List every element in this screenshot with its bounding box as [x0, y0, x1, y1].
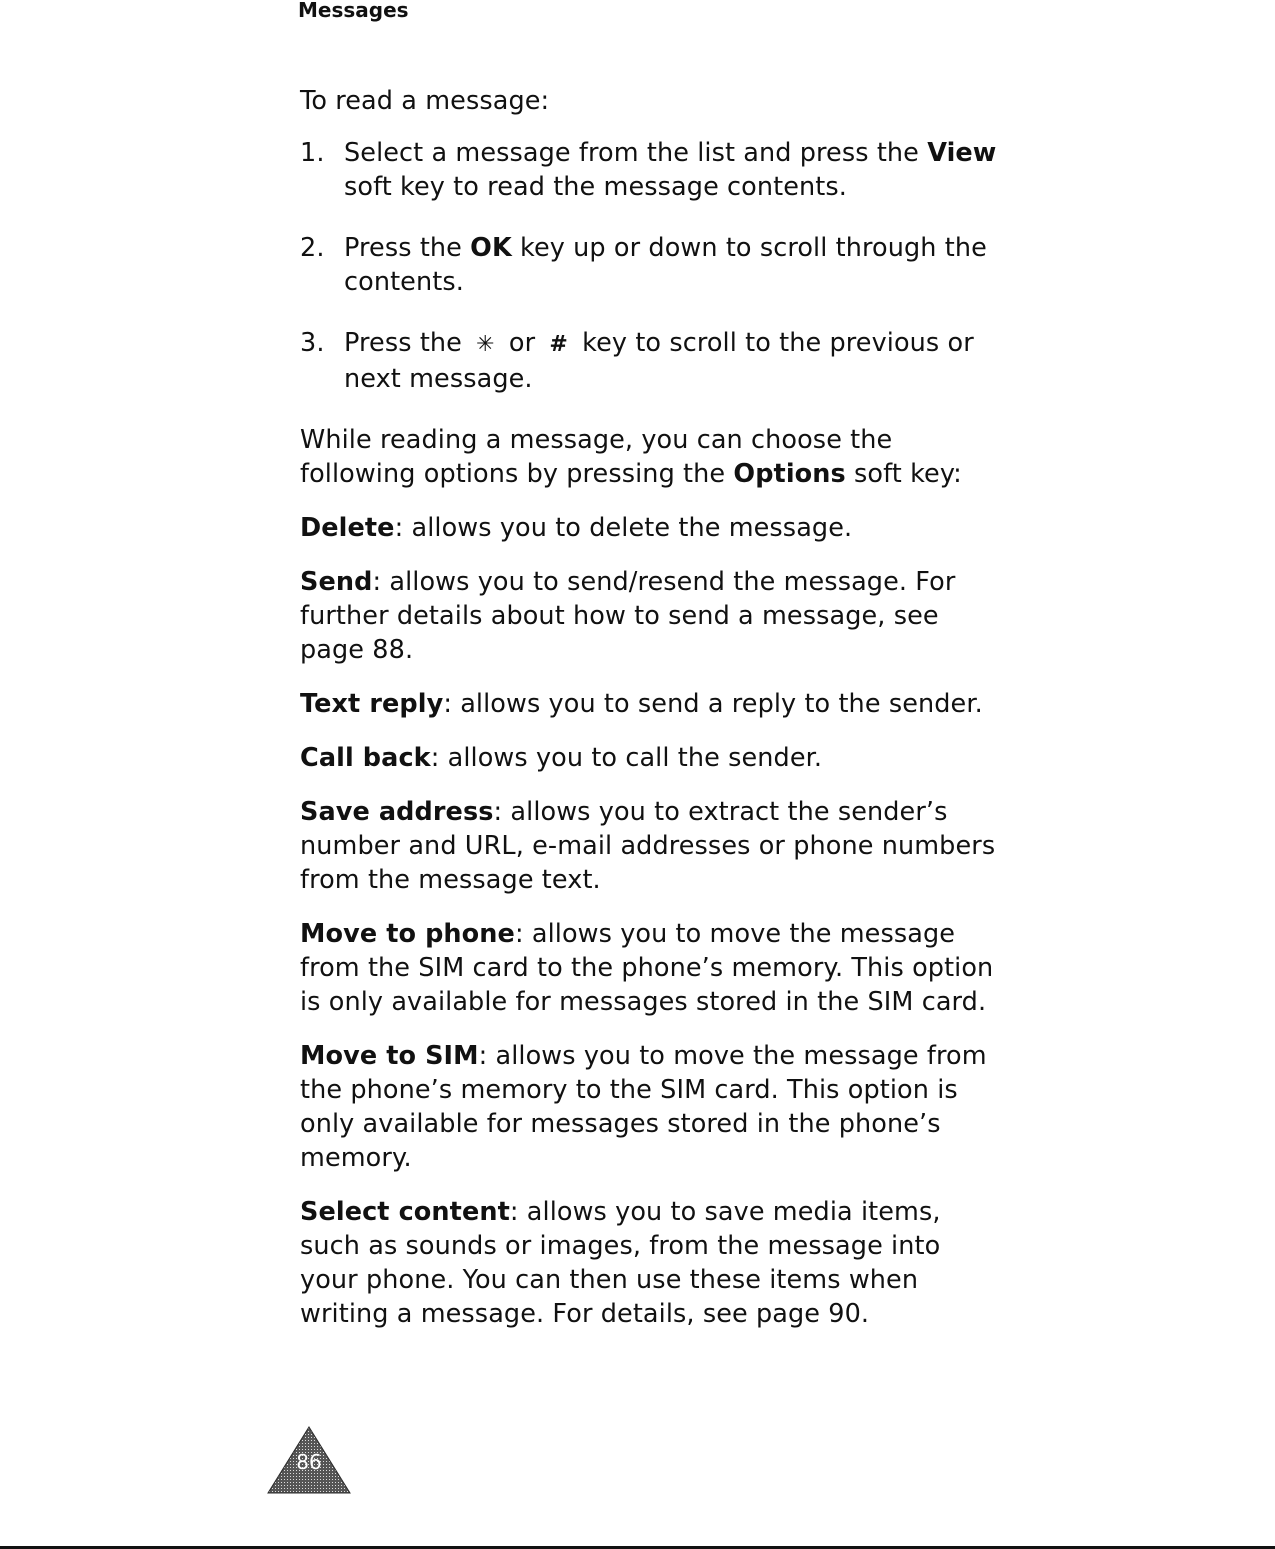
- option-term: Save address: [300, 797, 494, 827]
- triangle-badge-icon: [266, 1425, 352, 1495]
- ok-key-label: OK: [470, 233, 512, 263]
- option-move-to-sim: [300, 1039, 1000, 1175]
- page-number-badge: [266, 1425, 352, 1495]
- option-term: Delete: [300, 513, 395, 543]
- step-2: [300, 231, 1000, 299]
- option-desc: : allows you to move the message from the SIM card to the phone’s memory. This option is only available for messages stored in the SIM card.: [300, 919, 994, 1017]
- option-desc: : allows you to call the sender.: [430, 743, 823, 773]
- option-desc: : allows you to save media items, such as sounds or images, from the message into your phone. You can then use these items when writing a message. For details, see page 90.: [300, 1197, 941, 1329]
- step-text: key to scroll to the previous or next message.: [344, 328, 974, 394]
- option-term: Move to phone: [300, 919, 515, 949]
- option-desc: : allows you to send a reply to the sender.: [443, 689, 983, 719]
- page-number: 86: [296, 1450, 322, 1474]
- option-call-back: [300, 741, 1000, 775]
- option-desc: : allows you to extract the sender’s number and URL, e-mail addresses or phone numbers from the message text.: [300, 797, 996, 895]
- option-text-reply: [300, 687, 1000, 721]
- step-text: Select a message from the list and press the: [344, 138, 928, 168]
- step-text: or: [500, 328, 544, 358]
- section-header: Messages: [298, 0, 409, 22]
- step-3: [300, 326, 1000, 396]
- step-number: 1.: [300, 138, 325, 168]
- option-save-address: [300, 795, 1000, 897]
- options-intro: While reading a message, you can choose the following options by pressing the Options soft key:: [300, 425, 962, 489]
- step-text: Press the: [344, 233, 471, 263]
- option-delete: [300, 511, 1000, 545]
- hash-key-icon: #: [549, 332, 568, 357]
- option-move-to-phone: [300, 917, 1000, 1019]
- step-text: soft key to read the message contents.: [344, 172, 847, 202]
- option-desc: : allows you to move the message from the phone’s memory to the SIM card. This option is only available for messages stored in the phone’s memory.: [300, 1041, 987, 1173]
- option-term: Select content: [300, 1197, 510, 1227]
- option-term: Call back: [300, 743, 431, 773]
- option-desc: : allows you to delete the message.: [394, 513, 853, 543]
- option-select-content: [300, 1195, 1000, 1331]
- option-term: Text reply: [300, 689, 444, 719]
- option-term: Send: [300, 567, 373, 597]
- step-text: Press the: [344, 328, 471, 358]
- view-key-label: View: [927, 138, 997, 168]
- star-key-icon: ✳: [476, 332, 495, 357]
- option-term: Move to SIM: [300, 1041, 479, 1071]
- option-send: [300, 565, 1000, 667]
- intro-text: To read a message:: [300, 86, 550, 116]
- step-number: 3.: [300, 328, 325, 358]
- page-body: [300, 84, 1000, 1351]
- step-text: key up or down to scroll through the contents.: [344, 233, 987, 297]
- step-1: [300, 136, 1000, 204]
- option-desc: : allows you to send/resend the message. For further details about how to send a message, see page 88.: [300, 567, 956, 665]
- options-key-label: Options: [733, 459, 846, 489]
- step-number: 2.: [300, 233, 325, 263]
